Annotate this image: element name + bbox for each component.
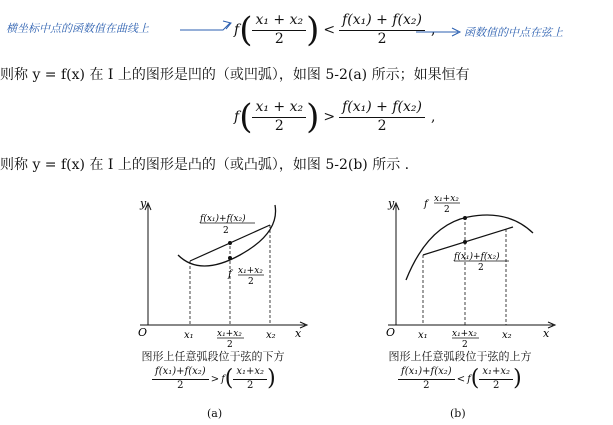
ineq-f: f bbox=[221, 373, 225, 385]
function-f: f bbox=[234, 109, 240, 125]
tick-x2: x₂ bbox=[502, 330, 512, 341]
origin-label: O bbox=[386, 326, 396, 339]
figure-a-tag: (a) bbox=[207, 407, 223, 420]
rhs-denominator: 2 bbox=[377, 117, 387, 134]
note-left-arrow bbox=[178, 18, 238, 36]
lhs-denominator: 2 bbox=[274, 117, 284, 134]
curve-label-f: f bbox=[228, 269, 232, 280]
tick-midpoint-den: 2 bbox=[227, 340, 233, 350]
chord-line bbox=[423, 227, 513, 255]
ineq-relation: > bbox=[210, 373, 220, 385]
tick-x1: x₁ bbox=[418, 330, 428, 341]
concave-curve bbox=[406, 215, 533, 280]
ineq-lhs-num: f(x₁)+f(x₂) bbox=[152, 366, 209, 380]
rhs-denominator: 2 bbox=[377, 30, 387, 47]
x-axis-label: x bbox=[295, 327, 302, 340]
trailing-comma: , bbox=[430, 109, 436, 125]
lhs-numerator: x₁ + x₂ bbox=[252, 99, 306, 118]
figure-b-inequality: $\frac{\text{f(x₁)+f(x₂)}}{2}$ < f ( $\frac{\text{x₁+x₂}}{2}$ ) bbox=[398, 366, 522, 392]
chord-midpoint-dot bbox=[463, 240, 467, 244]
curve-label-den: 2 bbox=[444, 205, 450, 215]
lhs-denominator: 2 bbox=[274, 30, 284, 47]
chord-midpoint-label: f(x₁)+f(x₂) bbox=[200, 214, 246, 224]
tick-x1: x₁ bbox=[184, 330, 194, 341]
mid-inequality: f ( $\frac{\text{x₁ + x₂}}{2}$ ) > $\frac{\text{f(x₁) + f(x₂)}}{2}$ , bbox=[234, 97, 436, 137]
ineq-lhs-num: f(x₁)+f(x₂) bbox=[398, 366, 455, 380]
ineq-f: f bbox=[467, 373, 471, 385]
curve-label-num: x₁+x₂ bbox=[238, 266, 263, 276]
figure-a-caption: 图形上任意弧段位于弦的下方 bbox=[141, 350, 285, 363]
tick-x2: x₂ bbox=[266, 330, 276, 341]
curve-midpoint-dot bbox=[228, 256, 232, 260]
ineq-rhs-den: 2 bbox=[247, 379, 254, 391]
function-f: f bbox=[234, 22, 240, 38]
y-axis-label: y bbox=[388, 197, 395, 210]
chord-midpoint-den: 2 bbox=[223, 226, 229, 236]
figure-b-tag: (b) bbox=[450, 407, 466, 420]
top-inequality: f ( $\frac{\text{x₁ + x₂}}{2}$ ) < $\frac{\text{f(x₁) + f(x₂)}}{2}$ , bbox=[234, 10, 436, 50]
rhs-numerator: f(x₁) + f(x₂) bbox=[339, 12, 425, 31]
trailing-comma: , bbox=[430, 22, 436, 38]
chord-midpoint-label: f(x₁)+f(x₂) bbox=[454, 252, 500, 262]
figure-a-graph bbox=[120, 185, 320, 350]
tick-midpoint: x₁+x₂ bbox=[452, 329, 477, 339]
tick-midpoint-den: 2 bbox=[462, 340, 468, 350]
ineq-lhs-den: 2 bbox=[423, 379, 430, 391]
relation-sign: > bbox=[323, 109, 336, 125]
curve-label-f: f bbox=[424, 199, 428, 210]
chord-midpoint-den: 2 bbox=[478, 263, 484, 273]
curve-midpoint-dot bbox=[463, 216, 467, 220]
lhs-numerator: x₁ + x₂ bbox=[252, 12, 306, 31]
chord-midpoint-dot bbox=[228, 241, 232, 245]
tick-midpoint: x₁+x₂ bbox=[217, 329, 242, 339]
ineq-rhs-num: x₁+x₂ bbox=[479, 366, 513, 380]
ineq-rhs-num: x₁+x₂ bbox=[233, 366, 267, 380]
rhs-numerator: f(x₁) + f(x₂) bbox=[339, 99, 425, 118]
origin-label: O bbox=[138, 326, 148, 339]
note-right-arrow bbox=[414, 26, 464, 38]
ineq-rhs-den: 2 bbox=[493, 379, 500, 391]
convex-definition-line: 则称 y = f(x) 在 I 上的图形是凸的（或凸弧），如图 5-2(b) 所示 . bbox=[0, 157, 410, 173]
figure-a-inequality: $\frac{\text{f(x₁)+f(x₂)}}{2}$ > f ( $\frac{\text{x₁+x₂}}{2}$ ) bbox=[152, 366, 276, 392]
figure-b-caption: 图形上任意弧段位于弦的上方 bbox=[388, 350, 532, 363]
concave-definition-line: 则称 y = f(x) 在 I 上的图形是凹的（或凹弧），如图 5-2(a) 所示；如果恒有 bbox=[0, 67, 470, 83]
x-axis-label: x bbox=[543, 327, 550, 340]
ineq-lhs-den: 2 bbox=[177, 379, 184, 391]
note-chord-midpoint: 函数值的中点在弦上 bbox=[464, 26, 563, 39]
curve-label-den: 2 bbox=[248, 277, 254, 287]
curve-label-num: x₁+x₂ bbox=[434, 194, 459, 204]
ineq-relation: < bbox=[456, 373, 466, 385]
y-axis-label: y bbox=[140, 197, 147, 210]
relation-sign: < bbox=[323, 22, 336, 38]
note-curve-midpoint: 横坐标中点的函数值在曲线上 bbox=[6, 22, 149, 35]
figure-b-graph bbox=[368, 185, 568, 350]
